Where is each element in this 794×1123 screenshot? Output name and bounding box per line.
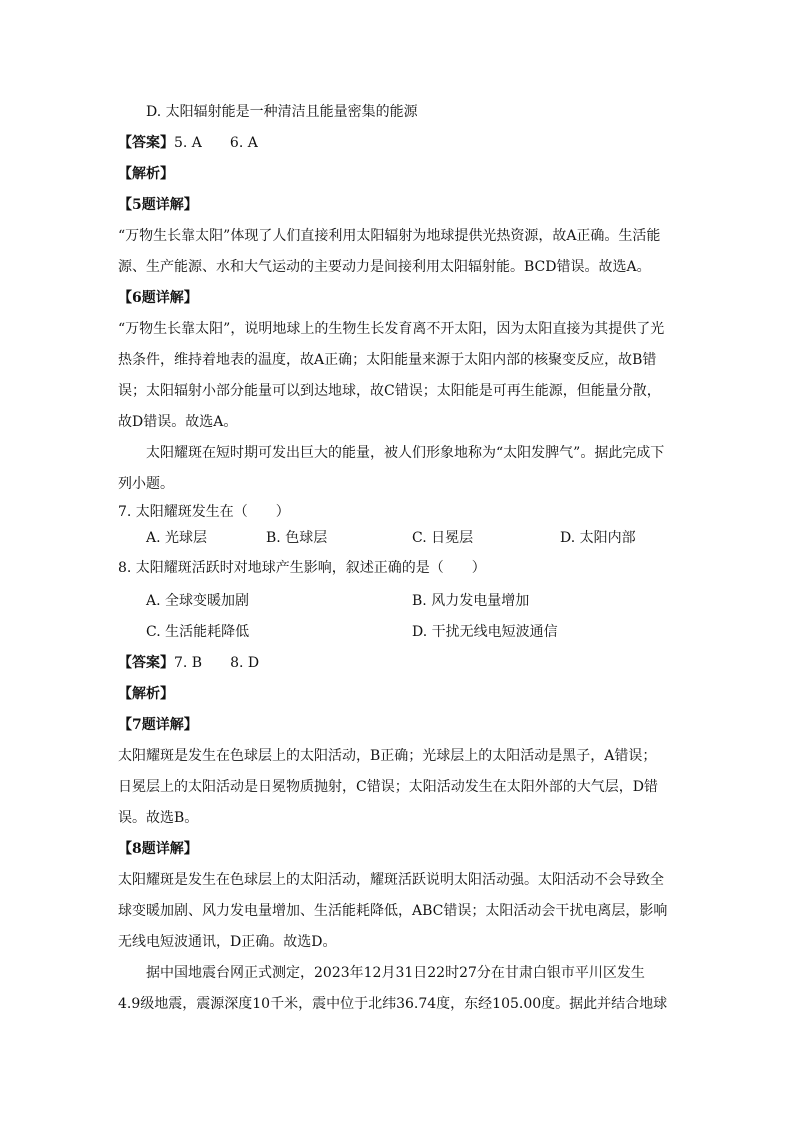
detail-6-line-4: 故D错误。故选A。 [118,414,238,430]
detail-5-heading: 【5题详解】 [118,197,198,213]
question-8-stem: 8. 太阳耀斑活跃时对地球产生影响，叙述正确的是（ ） [118,560,486,576]
detail-8-heading: 【8题详解】 [118,841,198,857]
detail-6-line-1: “万物生长靠太阳”，说明地球上的生物生长发育离不开太阳，因为太阳直接为其提供了光 [118,321,665,337]
question-7-stem: 7. 太阳耀斑发生在（ ） [118,504,290,520]
detail-7-line-3: 误。故选B。 [118,810,199,826]
q7-option-b: B. 色球层 [266,530,328,546]
answer-tag: 【答案】 [118,655,174,671]
q8-option-a: A. 全球变暖加剧 [146,593,250,609]
q8-option-d: D. 干扰无线电短波通信 [412,624,558,640]
detail-7-heading: 【7题详解】 [118,717,198,733]
answer-line-2 [118,653,259,673]
analysis-heading-1: 【解析】 [118,166,174,182]
detail-8-line-2: 球变暖加剧、风力发电量增加、生活能耗降低，ABC错误；太阳活动会干扰电离层，影响 [118,903,668,919]
detail-7-line-2: 日冕层上的太阳活动是日冕物质抛射，C错误；太阳活动发生在太阳外部的大气层，D错 [118,779,658,795]
analysis-heading-2: 【解析】 [118,686,174,702]
detail-6-line-2: 热条件，维持着地表的温度，故A正确；太阳能量来源于太阳内部的核聚变反应，故B错 [118,352,657,368]
answer-tag: 【答案】 [118,135,174,151]
detail-6-line-3: 误；太阳辐射小部分能量可以到达地球，故C错误；太阳能是可再生能源，但能量分散， [118,383,661,399]
detail-8-line-1: 太阳耀斑是发生在色球层上的太阳活动，耀斑活跃说明太阳活动强。太阳活动不会导致全 [118,872,664,888]
answer-value: 5. A 6. A [174,135,258,151]
passage-3-line-2: 4.9级地震，震源深度10千米，震中位于北纬36.74度，东经105.00度。据此并结合地球 [118,996,668,1012]
q7-option-d: D. 太阳内部 [560,530,636,546]
detail-7-line-1: 太阳耀斑是发生在色球层上的太阳活动，B正确；光球层上的太阳活动是黑子，A错误； [118,748,657,764]
answer-line-1 [118,133,258,153]
q6-option-d: D. 太阳辐射能是一种清洁且能量密集的能源 [146,104,418,120]
q8-option-c: C. 生活能耗降低 [146,624,250,640]
q8-option-b: B. 风力发电量增加 [412,593,530,609]
passage-2-line-2: 列小题。 [118,476,174,492]
q7-option-a: A. 光球层 [146,530,208,546]
detail-6-heading: 【6题详解】 [118,290,198,306]
detail-5-line-2: 源、生产能源、水和大气运动的主要动力是间接利用太阳辐射能。BCD错误。故选A。 [118,259,651,275]
detail-5-line-1: “万物生长靠太阳”体现了人们直接利用太阳辐射为地球提供光热资源，故A正确。生活能 [118,228,661,244]
passage-3-line-1: 据中国地震台网正式测定，2023年12月31日22时27分在甘肃白银市平川区发生 [146,965,645,981]
answer-value: 7. B 8. D [174,655,260,671]
q7-option-c: C. 日冕层 [412,530,474,546]
detail-8-line-3: 无线电短波通讯，D正确。故选D。 [118,934,337,950]
passage-2-line-1: 太阳耀斑在短时期可发出巨大的能量，被人们形象地称为“太阳发脾气”。据此完成下 [146,445,665,461]
